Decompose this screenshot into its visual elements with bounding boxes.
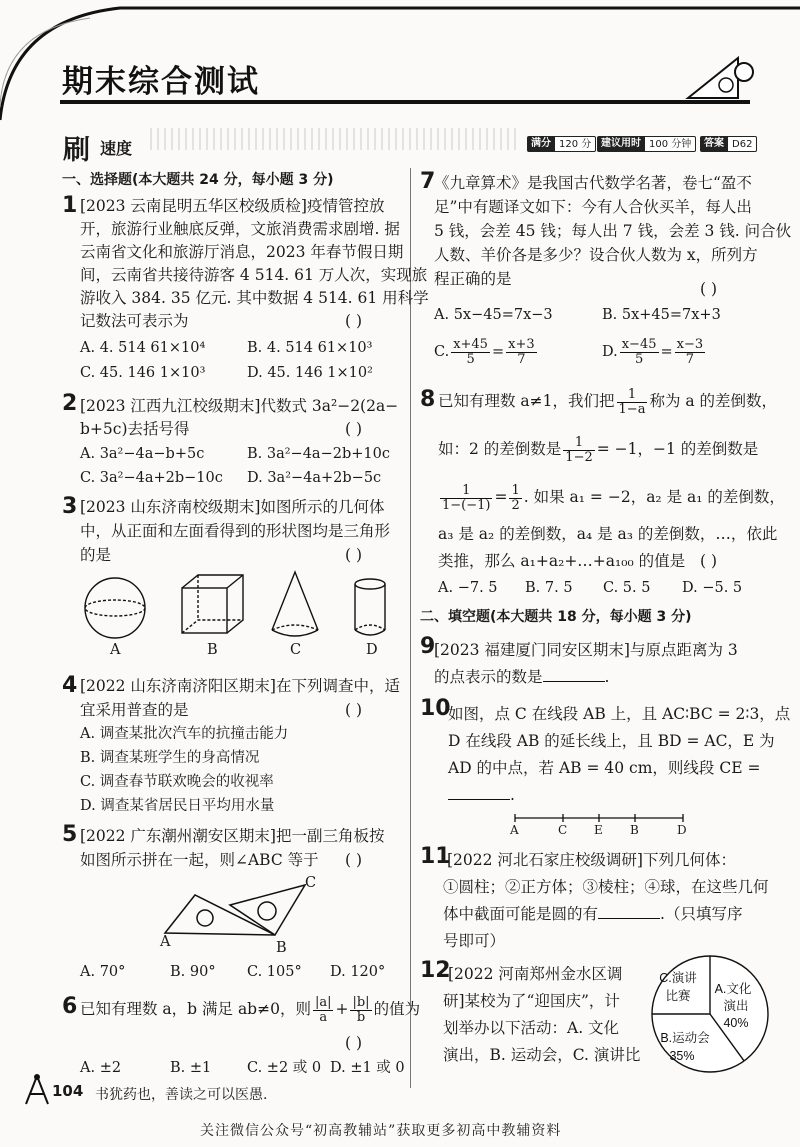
q6-option: B. ±1 <box>170 1060 212 1076</box>
pie-label: B.运动会 <box>660 1031 710 1045</box>
compass-icon <box>22 1074 52 1106</box>
brand-char: 刷 <box>63 135 90 166</box>
figure-label: B <box>207 642 218 658</box>
q3-line: 的是 <box>80 546 112 564</box>
question-number-7: 7 <box>420 169 436 194</box>
fraction: $\frac{1}{2}$ <box>511 482 520 513</box>
figure-label: C <box>290 642 302 658</box>
solid-figures <box>80 570 400 665</box>
q1-line: [2023 云南昆明五华区校级质检]疫情管控放 <box>80 197 385 215</box>
q12-line: 划举办以下活动：A. 文化 <box>443 1019 620 1037</box>
question-number-6: 6 <box>62 994 78 1019</box>
q2-line: b+5c)去括号得 <box>80 420 190 438</box>
q2-option: C. 3a²−4a+2b−10c <box>80 470 223 486</box>
pie-chart <box>640 950 780 1080</box>
q6-option: C. ±2 或 0 <box>247 1060 322 1076</box>
q12-line: 演出，B. 运动会，C. 演讲比 <box>443 1046 641 1064</box>
fraction: $\frac{x-45}{5}$ <box>621 336 657 367</box>
q6-option: A. ±2 <box>80 1060 122 1076</box>
question-number-10: 10 <box>420 696 451 721</box>
fraction: $\frac{1}{1-2}$ <box>565 434 593 465</box>
q10-line: . <box>448 785 515 805</box>
q7-option: B. 5x+45=7x+3 <box>602 307 721 323</box>
q1-line: 记数法可表示为 <box>80 312 189 330</box>
q11-line: 体中截面可能是圆的有 .（只填写序 <box>443 905 743 923</box>
fraction: $\frac{1}{1-(-1)}$ <box>442 482 491 513</box>
pie-label: C.演讲 <box>659 971 697 985</box>
answer-blank <box>598 904 660 919</box>
pie-label: 35% <box>669 1049 695 1063</box>
q2-option: A. 3a²−4a−b+5c <box>80 446 205 462</box>
question-number-11: 11 <box>420 844 451 869</box>
pie-label: 演出 <box>723 999 749 1013</box>
triangle-ruler-icon <box>688 58 753 98</box>
section-title-choice: 一、选择题(本大题共 24 分，每小题 3 分) <box>62 172 334 188</box>
q4-option: B. 调查某班学生的身高情况 <box>80 750 260 766</box>
q3-line: [2023 山东济南校级期末]如图所示的几何体 <box>80 498 385 516</box>
q5-option: D. 120° <box>330 964 386 980</box>
question-number-1: 1 <box>62 193 78 218</box>
cone-figure <box>272 572 318 636</box>
answer-blank <box>543 667 605 682</box>
q7-option: D. $\frac{x-45}{5}$ = $\frac{x-3}{7}$ <box>602 336 704 367</box>
question-number-4: 4 <box>62 673 78 698</box>
sphere-figure <box>85 578 145 638</box>
answer-paren: ( ) <box>345 851 363 869</box>
segment-point-label: D <box>677 823 687 837</box>
q5-line: 如图所示拼在一起，则∠ABC 等于 <box>80 851 319 869</box>
figure-label: A <box>110 642 121 658</box>
question-number-12: 12 <box>420 958 451 983</box>
segment-point-label: E <box>594 823 603 837</box>
q1-line: 游收入 384. 35 亿元. 其中数据 4 514. 61 用科学 <box>80 289 429 307</box>
q9-line: 的点表示的数是 . <box>434 668 610 686</box>
tag-time: 建议用时 100 分钟 <box>597 136 696 152</box>
cube-figure <box>182 575 243 633</box>
q11-line: ①圆柱；②正方体；③棱柱；④球，在这些几何 <box>443 878 769 896</box>
cylinder-figure <box>355 579 385 635</box>
q1-option: B. 4. 514 61×10³ <box>247 340 373 356</box>
page-number: 104 <box>52 1082 84 1100</box>
question-number-2: 2 <box>62 391 78 416</box>
q8-option: A. −7. 5 <box>438 580 498 596</box>
question-number-3: 3 <box>62 494 78 519</box>
figure-point-label: B <box>276 940 287 956</box>
segment-point-label: A <box>510 823 519 837</box>
answer-blank <box>448 785 510 800</box>
answer-paren: ( ) <box>345 701 363 719</box>
q7-option: A. 5x−45=7x−3 <box>434 307 553 323</box>
page-title: 期末综合测试 <box>62 64 260 100</box>
q4-option: A. 调查某批次汽车的抗撞击能力 <box>80 726 289 742</box>
answer-paren: ( ) <box>345 420 363 438</box>
q3-line: 中，从正面和左面看得到的形状图均是三角形 <box>80 522 391 540</box>
pie-label: A.文化 <box>714 982 752 996</box>
answer-paren: ( ) <box>345 1034 363 1052</box>
q1-option: A. 4. 514 61×10⁴ <box>80 340 206 356</box>
q4-option: C. 调查春节联欢晚会的收视率 <box>80 774 274 790</box>
question-number-5: 5 <box>62 822 78 847</box>
q6-line: 已知有理数 a，b 满足 ab≠0，则 $\frac{|a|}{a}$ + $\frac{|b|}{b}$ 的值为 <box>80 994 421 1025</box>
q5-line: [2022 广东潮州潮安区期末]把一副三角板按 <box>80 827 385 845</box>
pie-label: 比赛 <box>665 989 691 1003</box>
brand-word: 速度 <box>100 139 133 158</box>
q7-line: 足”中有题译文如下：今有人合伙买羊，每人出 <box>434 198 752 216</box>
q8-option: B. 7. 5 <box>525 580 573 596</box>
q11-line: 号即可） <box>443 932 506 950</box>
q10-line: 如图，点 C 在线段 AB 上，且 AC∶BC = 2∶3，点 <box>448 705 791 723</box>
q9-line: [2023 福建厦门同安区期末]与原点距离为 3 <box>434 641 738 659</box>
q2-option: D. 3a²−4a+2b−5c <box>247 470 382 486</box>
q5-option: A. 70° <box>80 964 126 980</box>
figure-label: D <box>366 642 378 658</box>
tag-full-score: 满分 120 分 <box>527 136 596 152</box>
q12-line: [2022 河南郑州金水区调 <box>448 965 623 983</box>
q8-option: D. −5. 5 <box>682 580 743 596</box>
pie-label: 40% <box>723 1016 749 1030</box>
q11-line: [2022 河北石家庄校级调研]下列几何体： <box>447 851 736 869</box>
q2-option: B. 3a²−4a−2b+10c <box>247 446 390 462</box>
fraction: $\frac{x-3}{7}$ <box>676 336 704 367</box>
section-title-fill: 二、填空题(本大题共 18 分，每小题 3 分) <box>420 609 692 625</box>
q7-line: 《九章算术》是我国古代数学名著，卷七“盈不 <box>434 174 752 192</box>
q1-option: D. 45. 146 1×10² <box>247 365 373 381</box>
hatch-decoration <box>150 128 520 150</box>
title-rule <box>60 100 750 104</box>
figure-point-label: C <box>305 875 317 891</box>
triangle-boards-figure <box>155 875 325 955</box>
answer-paren: ( ) <box>700 280 718 298</box>
q4-line: [2022 山东济南济阳区期末]在下列调查中，适 <box>80 677 400 695</box>
q1-line: 开，旅游行业触底反弹，文旅消费需求剧增. 据 <box>80 220 400 238</box>
q8-line: a₃ 是 a₂ 的差倒数，a₄ 是 a₃ 的差倒数，…，依此 <box>438 525 778 543</box>
q10-line: D 在线段 AB 的延长线上，且 BD = AC，E 为 <box>448 732 775 750</box>
fraction: $\frac{x+3}{7}$ <box>508 336 535 367</box>
figure-point-label: A <box>160 934 171 950</box>
proverb: 书犹药也，善读之可以医愚. <box>95 1087 268 1103</box>
tag-answer: 答案 D62 <box>700 136 757 152</box>
fraction: $\frac{1}{1-a}$ <box>618 386 646 417</box>
q8-line: 类推，那么 a₁+a₂+…+a₁₀₀ 的值是 <box>438 552 686 570</box>
segment-point-label: B <box>630 823 639 837</box>
q7-line: 5 钱，会差 45 钱；每人出 7 钱，会差 3 钱. 问合伙 <box>434 222 792 240</box>
q6-option: D. ±1 或 0 <box>330 1060 405 1076</box>
q1-line: 云南省文化和旅游厅消息，2023 年春节假日期 <box>80 243 404 261</box>
q4-line: 宜采用普查的是 <box>80 701 189 719</box>
q1-line: 间，云南省共接待游客 4 514. 61 万人次，实现旅 <box>80 266 428 284</box>
footer-note: 关注微信公众号“初高教辅站”获取更多初高中教辅资料 <box>200 1123 562 1139</box>
q1-option: C. 45. 146 1×10³ <box>80 365 206 381</box>
q7-option: C. $\frac{x+45}{5}$ = $\frac{x+3}{7}$ <box>434 336 535 367</box>
question-number-9: 9 <box>420 634 436 659</box>
q10-line: AD 的中点，若 AB = 40 cm，则线段 CE = <box>448 759 761 777</box>
q12-line: 研]某校为了“迎国庆”，计 <box>443 992 620 1010</box>
question-number-8: 8 <box>420 387 436 412</box>
q8-line: 已知有理数 a≠1，我们把 $\frac{1}{1-a}$ 称为 a 的差倒数， <box>438 386 778 417</box>
segment-point-label: C <box>558 823 568 837</box>
q2-line: [2023 江西九江校级期末]代数式 3a²−2(2a− <box>80 397 399 415</box>
q8-line: 如：2 的差倒数是 $\frac{1}{1-2}$ = −1，−1 的差倒数是 <box>438 434 759 465</box>
q8-option: C. 5. 5 <box>603 580 651 596</box>
q8-line: $\frac{1}{1-(-1)}$ = $\frac{1}{2}$ . 如果 a₁ = −2，a₂ 是 a₁ 的差倒数， <box>442 482 785 513</box>
q7-line: 程正确的是 <box>434 270 512 288</box>
q7-line: 人数、羊价各是多少？设合伙人数为 x，所列方 <box>434 246 758 264</box>
answer-paren: ( ) <box>345 312 363 330</box>
q5-option: C. 105° <box>247 964 302 980</box>
fraction: $\frac{x+45}{5}$ <box>453 336 488 367</box>
fraction: $\frac{|b|}{b}$ <box>352 994 370 1025</box>
answer-paren: ( ) <box>700 552 718 570</box>
answer-paren: ( ) <box>345 546 363 564</box>
q5-option: B. 90° <box>170 964 216 980</box>
q4-option: D. 调查某省居民日平均用水量 <box>80 798 275 814</box>
fraction: $\frac{|a|}{a}$ <box>314 994 332 1025</box>
